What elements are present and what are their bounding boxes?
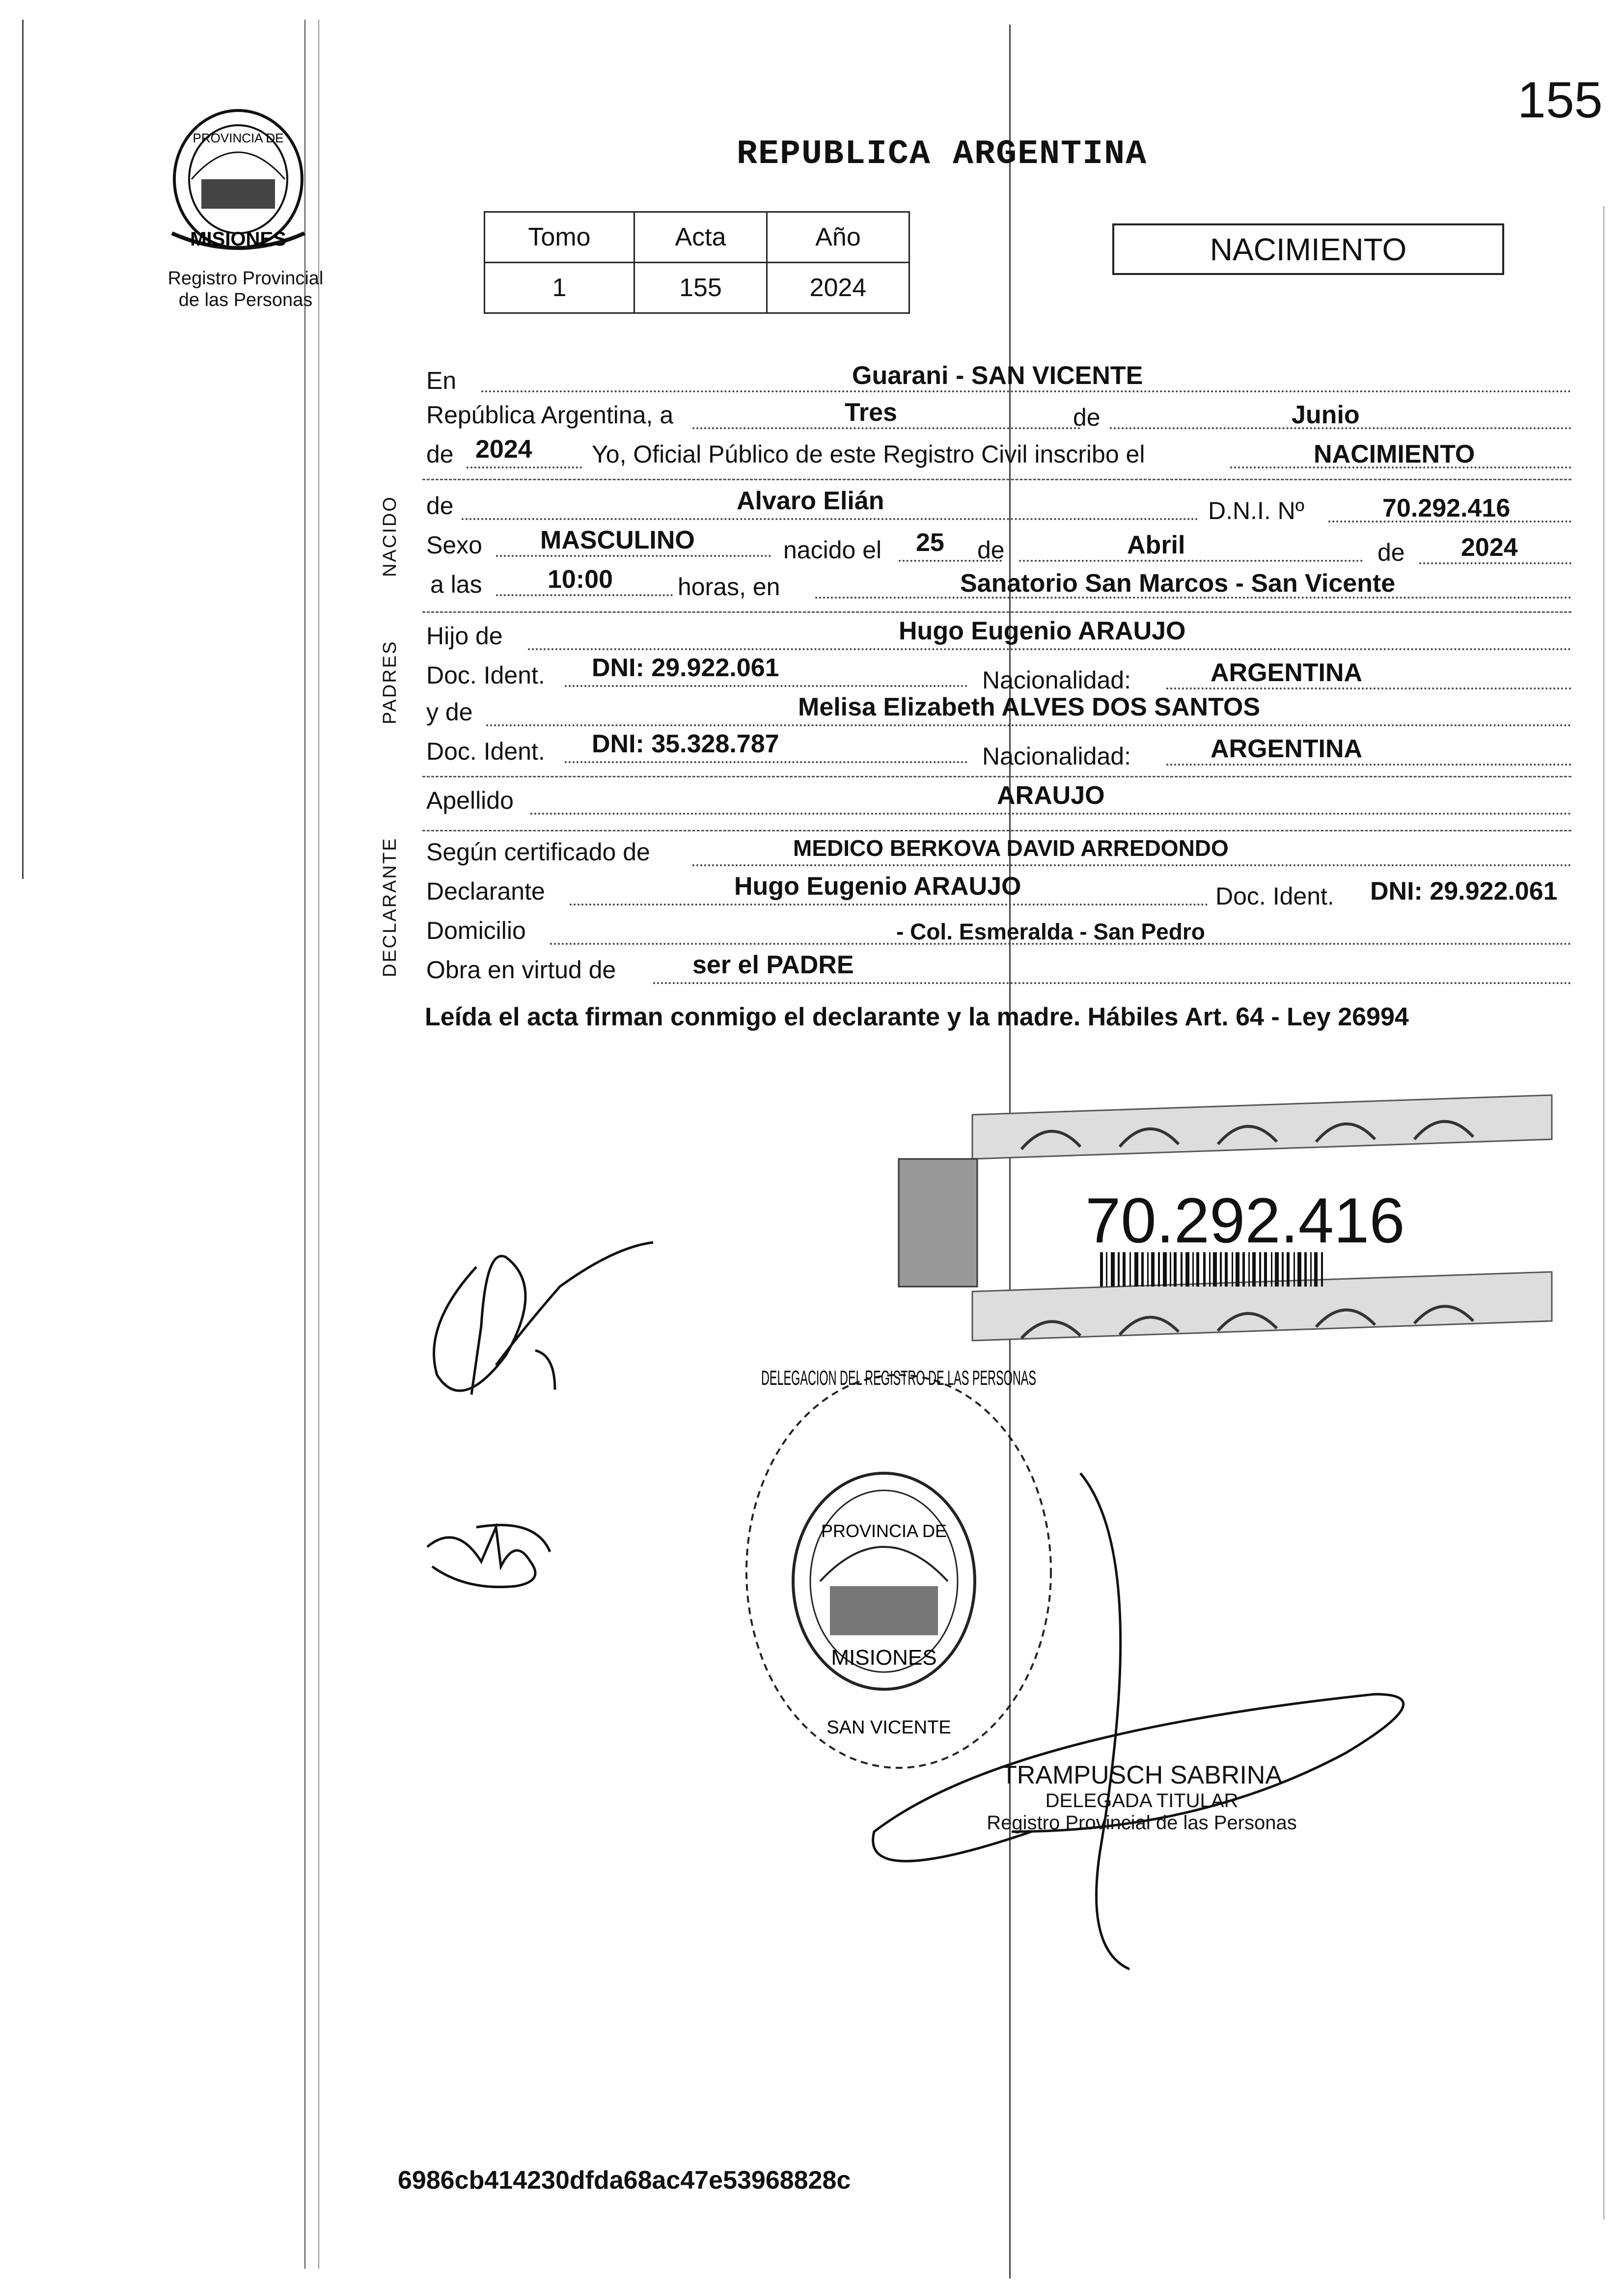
doc3-value: DNI: 29.922.061 [1370, 877, 1558, 906]
dni-value: 70.292.416 [1382, 494, 1511, 522]
anio-label: de [426, 440, 454, 468]
dni-label: D.N.I. Nº [1208, 497, 1305, 524]
doc2-label: Doc. Ident. [426, 738, 545, 765]
acta-header: Acta [634, 212, 767, 263]
security-sticker [899, 1095, 1562, 1350]
nac2-label: Nacionalidad: [982, 742, 1131, 770]
nac1-label: Nacionalidad: [982, 666, 1131, 694]
doc1-value: DNI: 29.922.061 [592, 654, 779, 682]
nombre-value: Alvaro Elián [737, 487, 884, 515]
signature-madre [417, 1508, 565, 1596]
nac-mes-value: Abril [1127, 531, 1185, 559]
side-label-nacido: NACIDO [380, 495, 400, 577]
mes-value: Junio [1292, 401, 1360, 429]
signature-declarante [408, 1228, 663, 1434]
signature-official [854, 1458, 1444, 1989]
svg-text:DELEGACION DEL REGISTRO DE LAS: DELEGACION DEL REGISTRO DE LAS PERSONAS [761, 1366, 1036, 1389]
de-label: de [1073, 404, 1101, 431]
hora-value: 10:00 [548, 565, 613, 594]
legal-text: Leída el acta firman conmigo el declarante y la madre. Hábiles Art. 64 - Ley 26994 [425, 1003, 1409, 1031]
domicilio-label: Domicilio [426, 917, 526, 944]
act-type-box: NACIMIENTO [1112, 223, 1504, 275]
declarante-label: Declarante [426, 878, 545, 905]
tomo-value: 1 [485, 263, 634, 313]
obra-label: Obra en virtud de [426, 956, 616, 984]
nac2-value: ARGENTINA [1211, 735, 1363, 763]
horas-label: horas, en [678, 573, 780, 601]
padre-value: Hugo Eugenio ARAUJO [899, 617, 1186, 645]
tomo-header: Tomo [485, 212, 634, 263]
oficial-text: Yo, Oficial Público de este Registro Civil inscribo el [592, 440, 1145, 468]
document-title: REPUBLICA ARGENTINA [737, 135, 1148, 174]
sexo-value: MASCULINO [540, 526, 695, 554]
inscribo-value: NACIMIENTO [1314, 440, 1475, 468]
doc3-label: Doc. Ident. [1215, 882, 1334, 910]
apellido-label: Apellido [426, 787, 514, 814]
official-role: DELEGADA TITULAR [1045, 1790, 1239, 1812]
yde-label: y de [426, 698, 473, 726]
domicilio-value: - Col. Esmeralda - San Pedro [896, 919, 1205, 944]
nac1-value: ARGENTINA [1211, 659, 1363, 687]
side-label-declarante: DECLARANTE [380, 837, 400, 977]
provincial-logo [157, 106, 319, 258]
official-office: Registro Provincial de las Personas [987, 1812, 1297, 1834]
nombre-label: de [426, 492, 454, 520]
certificado-label: Según certificado de [426, 838, 650, 866]
logo-caption: Registro Provincial de las Personas [167, 268, 324, 310]
acta-value: 155 [634, 263, 767, 313]
dia-value: Tres [845, 398, 897, 427]
scan-margin-line [304, 20, 305, 2269]
page-number: 155 [1517, 72, 1603, 129]
sticker-number: 70.292.416 [1085, 1184, 1405, 1256]
madre-value: Melisa Elizabeth ALVES DOS SANTOS [798, 693, 1261, 721]
svg-text:SAN VICENTE: SAN VICENTE [826, 1717, 951, 1738]
official-name: TRAMPUSCH SABRINA [1001, 1761, 1283, 1789]
alas-label: a las [430, 571, 482, 598]
svg-text:PROVINCIA DE: PROVINCIA DE [193, 131, 284, 145]
svg-text:MISIONES: MISIONES [831, 1646, 937, 1670]
record-table [484, 211, 910, 314]
doc1-label: Doc. Ident. [426, 661, 545, 689]
nacido-label: nacido el [783, 536, 882, 564]
apellido-value: ARAUJO [997, 781, 1105, 810]
doc2-value: DNI: 35.328.787 [592, 730, 779, 758]
obra-value: ser el PADRE [692, 951, 854, 979]
nac-anio-value: 2024 [1461, 533, 1518, 562]
certificado-value: MEDICO BERKOVA DAVID ARREDONDO [793, 835, 1229, 861]
nac-de2-label: de [1377, 539, 1405, 566]
scan-margin-line [1603, 206, 1604, 2220]
en-value: Guarani - SAN VICENTE [852, 361, 1143, 390]
svg-text:PROVINCIA DE: PROVINCIA DE [821, 1521, 947, 1541]
declarante-value: Hugo Eugenio ARAUJO [734, 872, 1021, 901]
anio-header: Año [767, 212, 909, 263]
nac-de-label: de [977, 536, 1005, 564]
side-label-padres: PADRES [380, 640, 400, 724]
lugar-value: Sanatorio San Marcos - San Vicente [960, 569, 1396, 598]
anio-value: 2024 [767, 263, 909, 313]
hijo-label: Hijo de [426, 622, 503, 650]
scan-margin-line [318, 20, 319, 2269]
svg-text:MISIONES: MISIONES [190, 228, 286, 250]
nac-dia-value: 25 [916, 528, 944, 557]
scan-margin-line [22, 20, 24, 879]
document-hash: 6986cb414230dfda68ac47e53968828c [398, 2166, 851, 2195]
anio-value: 2024 [475, 435, 532, 464]
republica-label: República Argentina, a [426, 401, 674, 429]
en-label: En [426, 367, 457, 394]
sexo-label: Sexo [426, 531, 482, 559]
